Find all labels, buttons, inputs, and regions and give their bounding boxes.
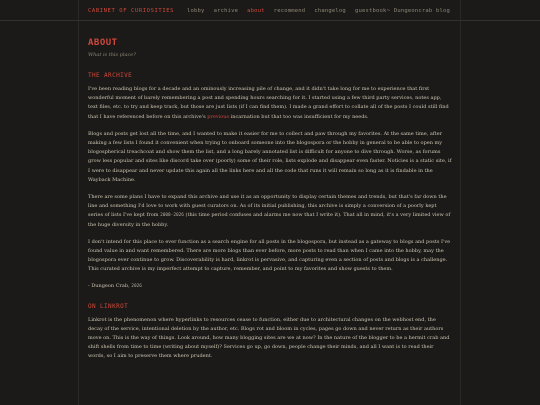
archive-p3-text-end: (this time period confuses and alarms me now that I write it). That all in mind, it's a very limited view of the huge diversity in the hobby. — [88, 212, 451, 228]
archive-p3-text: There are some plans I have to expand this archive and use it as an opportunity to display certain themes and trends, but that's far down the line and something I'd love to work with guest curators on. As of its initial publishing, this archive is simply a conversion of a poorly kept series of lists I've kept from — [88, 194, 447, 219]
main-content — [88, 38, 452, 362]
left-rule — [78, 0, 79, 405]
page-title: ABOUT — [88, 38, 118, 48]
signature-year: 2026 — [131, 283, 142, 289]
section-heading-linkrot: ON LINKROT — [88, 302, 129, 310]
previous-link[interactable]: previous — [207, 113, 230, 120]
archive-p1-text: I've been reading blogs for a decade and an ominously increasing pile of change, and it didn't take long for me to experience that first wonderful moment of barely remembering a post and spending hours searching for it. I started using a few third party services, notes app, text files, etc. to try and keep track, but those are just lists (if I can find them). I made a grand effort to collate all of the posts I could still find that I have referenced before on this archive's — [88, 86, 449, 120]
date-range: 2008-2026 — [160, 213, 184, 219]
nav-guestbook[interactable]: guestbook — [354, 8, 387, 14]
nav-changelog[interactable]: changelog — [314, 8, 346, 14]
top-bar — [0, 0, 540, 21]
nav-lobby[interactable]: lobby — [187, 8, 205, 14]
archive-paragraph-3 — [88, 193, 452, 230]
signature — [88, 283, 452, 289]
signature-name: - Dungeon Crab, — [88, 282, 132, 289]
main-nav — [187, 8, 387, 14]
site-title-link[interactable]: CABINET OF CURIOSITIES — [88, 8, 175, 14]
nav-recommend[interactable]: recommend — [273, 8, 306, 14]
section-heading-archive: THE ARCHIVE — [88, 72, 133, 79]
nav-about[interactable]: about — [247, 8, 265, 14]
archive-p1-text-end: incarnation but that too was insufficient for my needs. — [229, 113, 369, 120]
archive-paragraph-1 — [88, 85, 452, 122]
archive-paragraph-2: Blogs and posts get lost all the time, and I wanted to make it easier for me to collect and paw through my favorites. At the same time, after making a few lists I found it convenient when trying to onboard someone into the blogospora or the hobby in general to be able to open my blogospherical treachcoat and show them the list, and a long barely annotated list is difficult for anyone to dive through. Worse, as forums grow less popular and sites like discord take over (poorly) some of their role, lists explode and disappear even faster. Noticies is a static site, if I were to disappear and never update this again all the links here and all the code that runs it will remain so long as it is findable in the Wayback Machine. — [88, 130, 452, 183]
nav-archive[interactable]: archive — [213, 8, 239, 14]
dungeoncrab-blog-link[interactable]: ~ Dungeoncrab blog — [386, 8, 450, 14]
page-subtitle: What is this place? — [88, 52, 136, 58]
right-rule — [460, 0, 461, 405]
archive-paragraph-4: I don't intend for this place to ever function as a search engine for all posts in the blogospora, but instead as a gateway to blogs and posts I've found value in and want remembered. There are more blogs than ever before, more posts to read than when I came into the hobby, may the blogospora ever continue to grow. Discoverability is hard, linkrot is pervasive, and capturing even a section of posts and blogs is a challenge. This curated archive is my imperfect attempt to capture, remember, and point to my favorites and show guests to them. — [88, 238, 451, 273]
linkrot-paragraph-1: Linkrot is the phenomenon where hyperlinks to resources cease to function, either due to architectural changes on the webhost end, the decay of the service, intentional deletion by the author, etc. Blogs rot and bloom in cycles, pages go down and never return as their authors move on. This is the way of things. Look around, how many blogging sites are we at now? In the nature of the blogger to be a hermit crab and shift shells from time to time (writing about myself)? Services go up, go down, people change their minds, and all I want is to read their words, so I aim to preserve them where prudent. — [88, 316, 450, 360]
